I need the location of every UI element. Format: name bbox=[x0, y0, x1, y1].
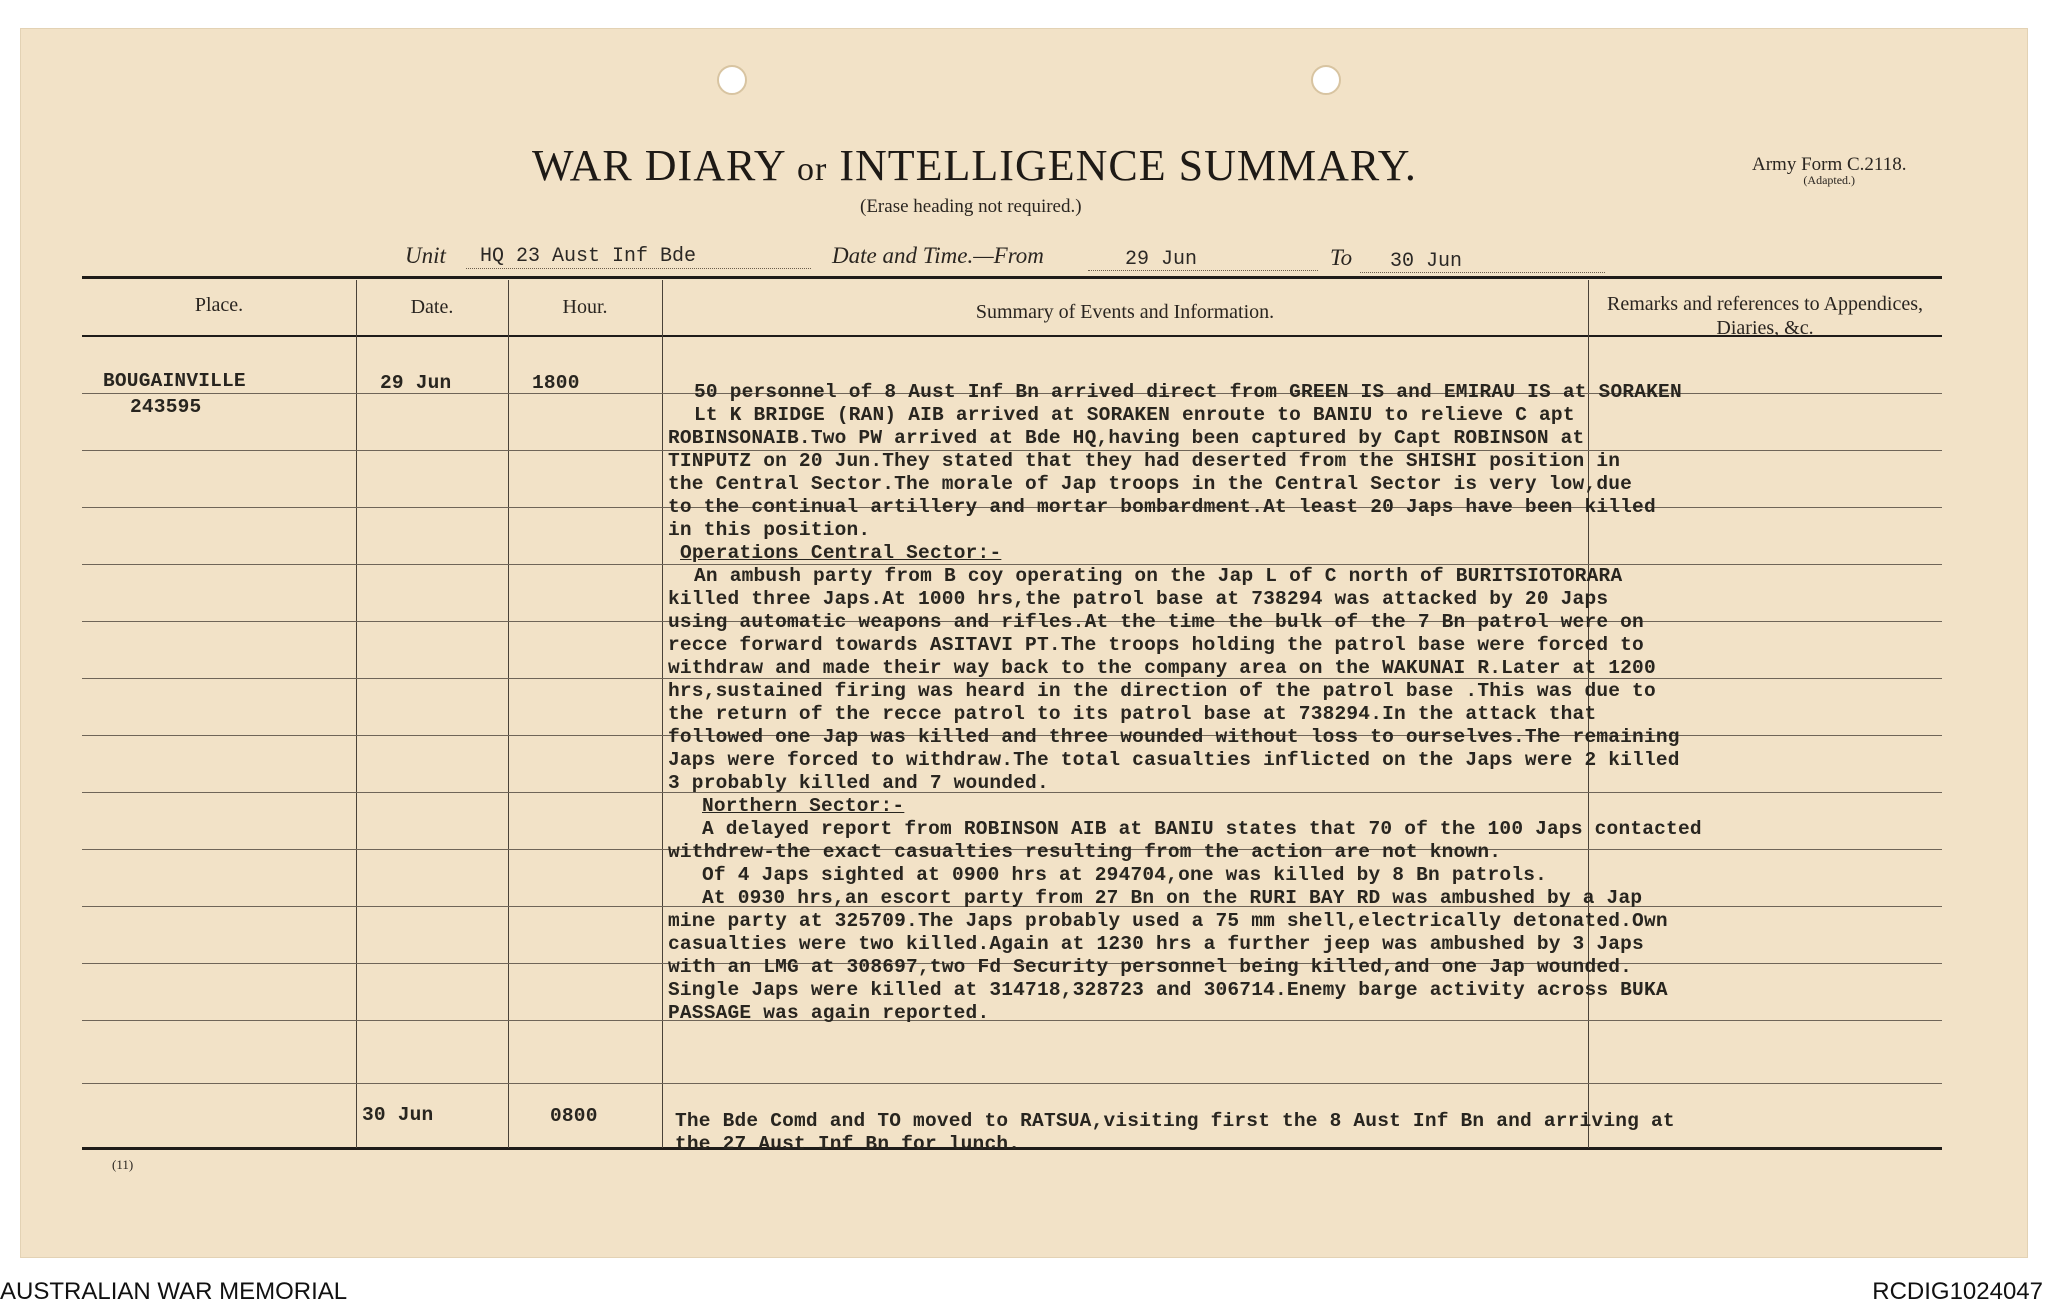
summary-line: Of 4 Japs sighted at 0900 hrs at 294704,one was killed by 8 Bn patrols. bbox=[702, 864, 1548, 886]
summary-line: 50 personnel of 8 Aust Inf Bn arrived direct from GREEN IS and EMIRAU IS at SORAKEN bbox=[694, 381, 1682, 403]
section-heading-northern: Northern Sector:- bbox=[702, 795, 905, 817]
date-time-label: Date and Time.—From bbox=[832, 243, 1044, 268]
summary-line: hrs,sustained firing was heard in the direction of the patrol base .This was due to bbox=[668, 680, 1656, 702]
punch-hole-right bbox=[1311, 65, 1341, 95]
column-divider-place bbox=[356, 280, 357, 1148]
summary-line: using automatic weapons and rifles.At the time the bulk of the 7 Bn patrol were on bbox=[668, 611, 1644, 633]
col-header-remarks: Remarks and references to Appendices, Diaries, &c. bbox=[1607, 293, 1923, 339]
unit-dotted-line bbox=[466, 268, 811, 269]
unit-label: Unit bbox=[405, 243, 446, 268]
column-divider-hour bbox=[662, 280, 663, 1148]
summary-line: PASSAGE was again reported. bbox=[668, 1002, 990, 1024]
summary-line: Japs were forced to withdraw.The total casualties inflicted on the Japs were 2 killed bbox=[668, 749, 1680, 771]
summary-line: killed three Japs.At 1000 hrs,the patrol base at 738294 was attacked by 20 Japs bbox=[668, 588, 1609, 610]
col-header-summary: Summary of Events and Information. bbox=[975, 301, 1275, 323]
date-from-value: 29 Jun bbox=[1125, 248, 1198, 271]
army-form-number: Army Form C.2118. bbox=[1752, 154, 1907, 175]
summary-line: TINPUTZ on 20 Jun.They stated that they had deserted from the SHISHI position in bbox=[668, 450, 1621, 472]
form-page-code: (11) bbox=[112, 1157, 134, 1172]
punch-hole-left bbox=[717, 65, 747, 95]
to-dotted-line bbox=[1360, 272, 1605, 273]
summary-line: mine party at 325709.The Japs probably used a 75 mm shell,electrically detonated.Own bbox=[668, 910, 1668, 932]
grid-reference: 243595 bbox=[130, 396, 202, 418]
summary-line: Lt K BRIDGE (RAN) AIB arrived at SORAKEN enroute to BANIU to relieve C apt bbox=[694, 404, 1575, 426]
summary-line: An ambush party from B coy operating on the Jap L of C north of BURITSIOTORARA bbox=[694, 565, 1623, 587]
credit-left: AUSTRALIAN WAR MEMORIAL bbox=[0, 1278, 348, 1305]
summary-line: the 27 Aust Inf Bn for lunch. bbox=[675, 1133, 1021, 1155]
hour-cell: 1800 bbox=[532, 372, 580, 394]
col-header-hour: Hour. bbox=[562, 296, 608, 318]
date-cell: 29 Jun bbox=[380, 372, 452, 394]
summary-line: A delayed report from ROBINSON AIB at BANIU states that 70 of the 100 Japs contacted bbox=[702, 818, 1702, 840]
credit-right: RCDIG1024047 bbox=[1872, 1278, 2043, 1305]
date-cell: 30 Jun bbox=[362, 1104, 434, 1126]
summary-line: followed one Jap was killed and three wounded without loss to ourselves.The remaining bbox=[668, 726, 1680, 748]
summary-line: Single Japs were killed at 314718,328723 and 306714.Enemy barge activity across BUKA bbox=[668, 979, 1668, 1001]
title-war-diary: WAR DIARY bbox=[532, 141, 786, 190]
ruled-line bbox=[82, 1083, 1942, 1084]
col-header-date: Date. bbox=[410, 296, 454, 318]
place-cell: BOUGAINVILLE bbox=[103, 370, 246, 392]
summary-line: the return of the recce patrol to its patrol base at 738294.In the attack that bbox=[668, 703, 1597, 725]
summary-line: The Bde Comd and TO moved to RATSUA,visiting first the 8 Aust Inf Bn and arriving at bbox=[675, 1110, 1675, 1132]
unit-value: HQ 23 Aust Inf Bde bbox=[480, 245, 697, 268]
column-divider-date bbox=[508, 280, 509, 1148]
date-to-label: To bbox=[1330, 245, 1353, 270]
section-heading-central: Operations Central Sector:- bbox=[680, 542, 1002, 564]
summary-line: the Central Sector.The morale of Jap troops in the Central Sector is very low,due bbox=[668, 473, 1633, 495]
form-subtitle: (Erase heading not required.) bbox=[860, 196, 1082, 217]
summary-line: ROBINSONAIB.Two PW arrived at Bde HQ,having been captured by Capt ROBINSON at bbox=[668, 427, 1585, 449]
summary-line: At 0930 hrs,an escort party from 27 Bn on the RURI BAY RD was ambushed by a Jap bbox=[702, 887, 1643, 909]
army-form-label bbox=[1752, 155, 1906, 186]
summary-line: in this position. bbox=[668, 519, 871, 541]
army-form-adapted: (Adapted.) bbox=[1803, 173, 1856, 187]
summary-line: withdrew-the exact casualties resulting from the action are not known. bbox=[668, 841, 1502, 863]
title-intelligence-summary: INTELLIGENCE SUMMARY. bbox=[839, 141, 1417, 190]
form-title bbox=[532, 140, 1492, 191]
hour-cell: 0800 bbox=[550, 1105, 598, 1127]
ruled-line bbox=[82, 1020, 1942, 1021]
title-or: or bbox=[797, 151, 828, 188]
summary-line: to the continual artillery and mortar bombardment.At least 20 Japs have been killed bbox=[668, 496, 1656, 518]
col-header-place: Place. bbox=[194, 294, 244, 316]
summary-line: recce forward towards ASITAVI PT.The troops holding the patrol base were forced to bbox=[668, 634, 1644, 656]
table-top-rule bbox=[82, 276, 1942, 279]
summary-line: casualties were two killed.Again at 1230 hrs a further jeep was ambushed by 3 Japs bbox=[668, 933, 1644, 955]
from-dotted-line bbox=[1088, 270, 1318, 271]
summary-line: 3 probably killed and 7 wounded. bbox=[668, 772, 1049, 794]
date-to-value: 30 Jun bbox=[1390, 250, 1463, 273]
summary-line: withdraw and made their way back to the company area on the WAKUNAI R.Later at 1200 bbox=[668, 657, 1656, 679]
summary-line: with an LMG at 308697,two Fd Security personnel being killed,and one Jap wounded. bbox=[668, 956, 1633, 978]
